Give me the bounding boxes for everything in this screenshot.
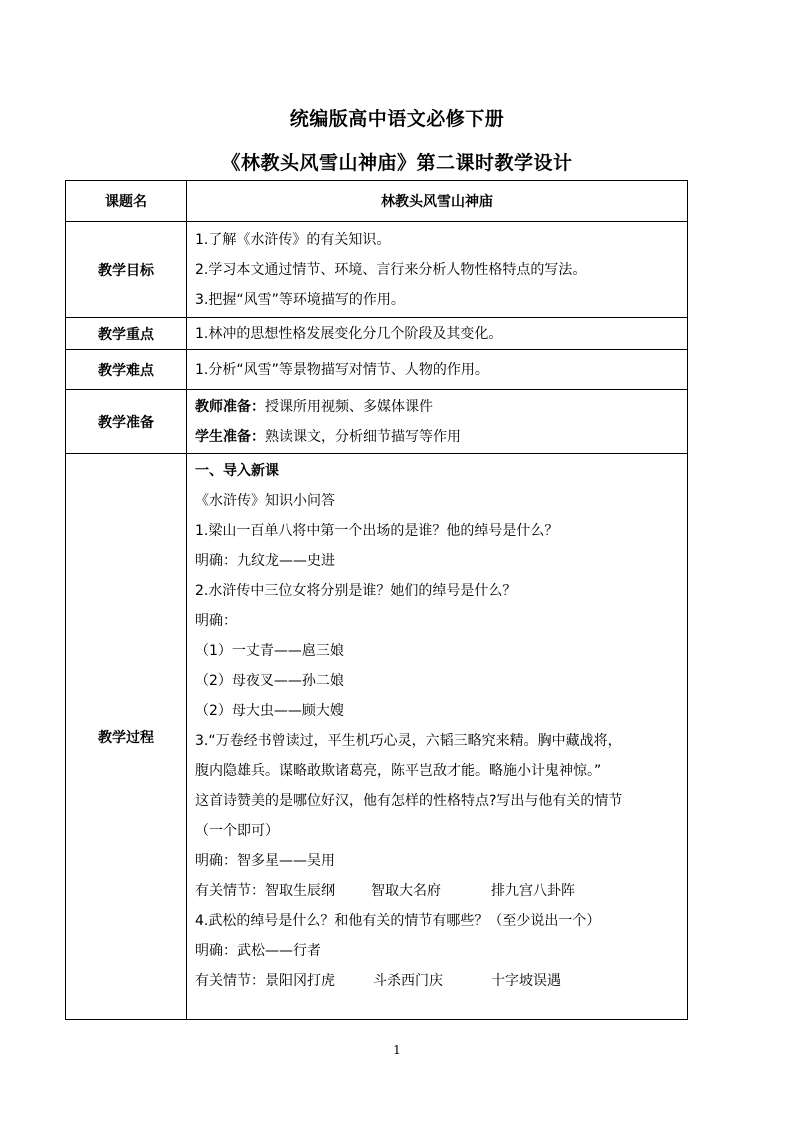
row-process — [66, 454, 688, 1020]
prep-label: 教学准备 — [66, 390, 187, 454]
process-content — [187, 454, 688, 1020]
row-topic — [66, 181, 688, 222]
prep-student — [195, 422, 687, 452]
answer-4-events — [195, 966, 687, 996]
page-number: 1 — [393, 1043, 401, 1057]
process-heading: 一、导入新课 — [195, 463, 279, 479]
answer-3-events — [195, 876, 687, 906]
question-3-line: 3.“万卷经书曾读过，平生机巧心灵，六韬三略究来精。胸中藏战将， — [195, 733, 622, 749]
goal-item: 2.学习本文通过情节、环境、言行来分析人物性格特点的写法。 — [195, 261, 587, 278]
prep-teacher — [195, 392, 687, 422]
question-2: 2.水浒传中三位女将分别是谁？她们的绰号是什么？ — [195, 583, 517, 599]
events-label: 有关情节： — [195, 883, 265, 899]
event-item: 智取大名府 — [371, 883, 441, 899]
key-label: 教学重点 — [66, 318, 187, 350]
difficulty-item: 1.分析“风雪”等景物描写对情节、人物的作用。 — [195, 361, 489, 378]
event-item: 智取生辰纲 — [265, 883, 335, 899]
lesson-plan-table — [65, 180, 688, 1020]
document-title: 统编版高中语文必修下册 — [289, 108, 505, 130]
event-item: 十字坡误遇 — [491, 973, 561, 989]
event-item: 斗杀西门庆 — [373, 973, 443, 989]
question-3-line: 腹内隐雄兵。谋略敢欺诸葛亮，陈平岂敌才能。略施小计鬼神惊。” — [195, 763, 602, 779]
answer-2-item: （2）母夜叉——孙二娘 — [195, 673, 344, 689]
goal-item: 1.了解《水浒传》的有关知识。 — [195, 231, 391, 248]
answer-3: 明确：智多星——吴用 — [195, 853, 335, 869]
row-difficulty — [66, 350, 688, 390]
prep-student-text: 熟读课文，分析细节描写等作用 — [265, 428, 461, 445]
answer-4: 明确：武松——行者 — [195, 943, 321, 959]
goals-content — [187, 222, 688, 318]
question-1: 1.梁山一百单八将中第一个出场的是谁？他的绰号是什么？ — [195, 523, 559, 539]
answer-2-item: （1）一丈青——扈三娘 — [195, 643, 344, 659]
difficulty-label: 教学难点 — [66, 350, 187, 390]
prep-teacher-text: 授课所用视频、多媒体课件 — [265, 398, 433, 415]
events-label: 有关情节： — [195, 973, 265, 989]
topic-label: 课题名 — [66, 181, 187, 222]
goals-label: 教学目标 — [66, 222, 187, 318]
process-intro: 《水浒传》知识小问答 — [195, 493, 335, 509]
key-item: 1.林冲的思想性格发展变化分几个阶段及其变化。 — [195, 325, 503, 342]
question-3-line: （一个即可） — [195, 823, 279, 839]
row-goals — [66, 222, 688, 318]
question-4: 4.武松的绰号是什么？和他有关的情节有哪些？（至少说出一个） — [195, 913, 601, 929]
document-subtitle: 《林教头风雪山神庙》第二课时教学设计 — [221, 152, 573, 174]
row-preparation — [66, 390, 688, 454]
question-3-line: 这首诗赞美的是哪位好汉，他有怎样的性格特点?写出与他有关的情节 — [195, 793, 623, 809]
goal-item: 3.把握“风雪”等环境描写的作用。 — [195, 291, 405, 308]
difficulty-content — [187, 350, 688, 390]
key-content — [187, 318, 688, 350]
event-item: 排九宫八卦阵 — [491, 883, 575, 899]
row-key-points — [66, 318, 688, 350]
process-label: 教学过程 — [66, 454, 187, 1020]
answer-2-item: （2）母大虫——顾大嫂 — [195, 703, 344, 719]
answer-1: 明确：九纹龙——史进 — [195, 553, 335, 569]
prep-content — [187, 390, 688, 454]
event-item: 景阳冈打虎 — [265, 973, 335, 989]
answer-2: 明确： — [195, 613, 237, 629]
topic-value: 林教头风雪山神庙 — [187, 181, 688, 222]
prep-teacher-label: 教师准备： — [195, 398, 265, 415]
prep-student-label: 学生准备： — [195, 428, 265, 445]
